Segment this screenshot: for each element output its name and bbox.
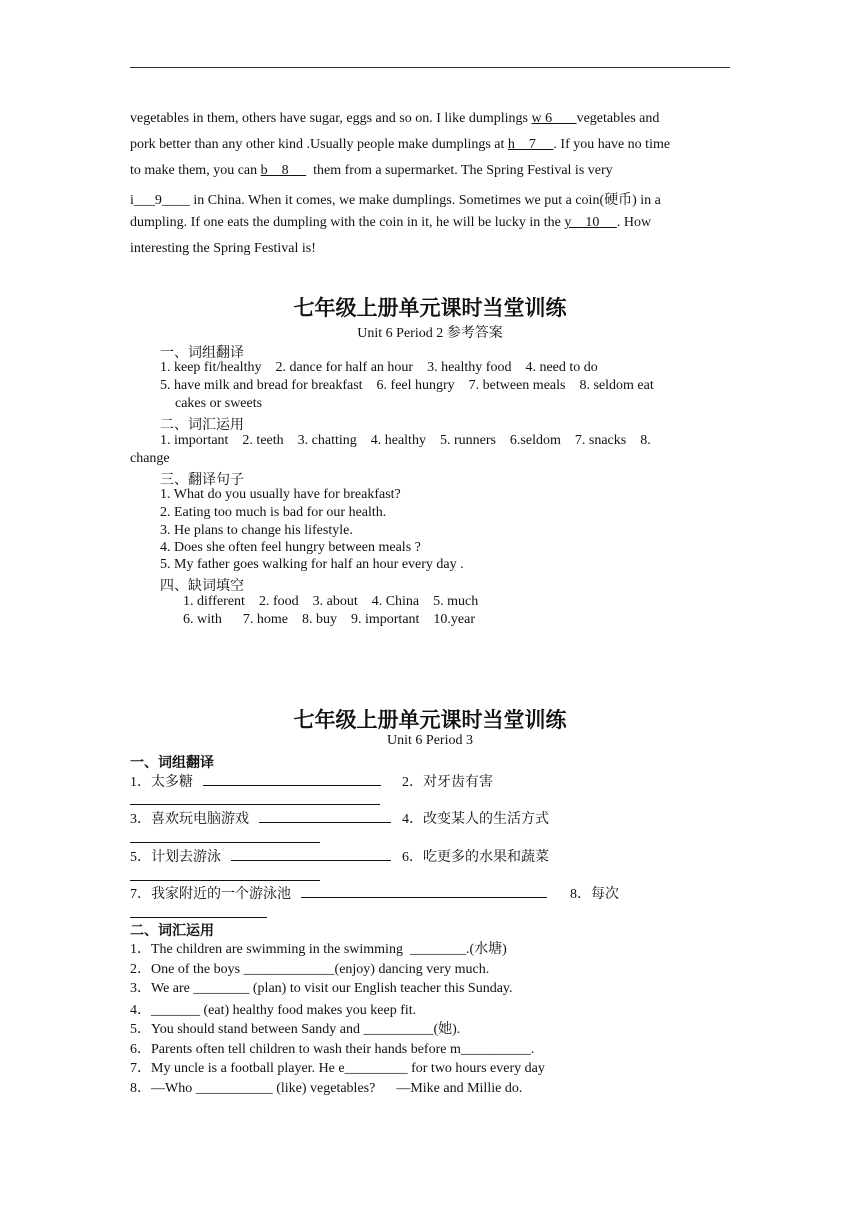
phrase-question-2: 2．对牙齿有害	[402, 775, 493, 790]
header-rule	[130, 67, 730, 68]
passage-line-3	[130, 163, 613, 179]
passage-line-6	[130, 241, 316, 257]
answer-blank[interactable]	[231, 846, 391, 861]
phrase-question-7	[130, 883, 547, 903]
answers-section-1-heading: 一、词组翻译	[160, 346, 244, 361]
question-text: 5．计划去游泳	[130, 850, 221, 865]
phrase-question-5	[130, 846, 391, 866]
blank-10-tail	[599, 215, 617, 230]
answers-section-2-heading: 二、词汇运用	[160, 418, 244, 433]
blank-6: w 6	[531, 111, 553, 126]
answer-blank[interactable]	[203, 771, 381, 786]
answers-section-3-item: 1. What do you usually have for breakfast?	[160, 487, 401, 502]
passage-line-1	[130, 111, 659, 127]
exercise-title: 七年级上册单元课时当堂训练	[293, 708, 567, 732]
passage-text: interesting the Spring Festival is!	[130, 241, 316, 256]
vocab-question-6: 6．Parents often tell children to wash their hands before m__________.	[130, 1042, 535, 1057]
phrase-question-8: 8．每次	[570, 887, 619, 902]
blank-8-tail	[289, 163, 307, 178]
answers-section-1-line: cakes or sweets	[175, 396, 263, 411]
vocab-question-2: 2．One of the boys _____________(enjoy) dancing very much.	[130, 962, 490, 977]
passage-text: dumpling. If one eats the dumpling with the coin in it, he will be lucky in the	[130, 215, 565, 230]
phrase-question-4: 4．改变某人的生活方式	[402, 812, 549, 827]
blank-7: h 7	[507, 137, 536, 152]
passage-text: . How	[616, 215, 652, 230]
question-text: 1．太多糖	[130, 775, 193, 790]
answer-blank[interactable]	[130, 790, 380, 805]
answer-blank[interactable]	[301, 883, 547, 898]
answers-section-2-line: 1. important 2. teeth 3. chatting 4. healthy 5. runners 6.seldom 7. snacks 8.	[160, 433, 651, 448]
passage-text: . If you have no time	[553, 137, 671, 152]
answer-blank[interactable]	[130, 866, 320, 881]
answers-section-3-item: 5. My father goes walking for half an hour every day .	[160, 557, 464, 572]
passage-line-5	[130, 215, 651, 231]
passage-text: pork better than any other kind .Usually people make dumplings at	[130, 137, 508, 152]
blank-10: y 10	[564, 215, 600, 230]
vocab-question-1: 1．The children are swimming in the swimming ________.(水塘)	[130, 942, 507, 957]
answers-section-3-item: 3. He plans to change his lifestyle.	[160, 523, 353, 538]
answers-section-4-heading: 四、缺词填空	[160, 579, 244, 594]
answers-section-4-line: 6. with 7. home 8. buy 9. important 10.year	[183, 612, 476, 627]
answers-section-3-item: 2. Eating too much is bad for our health.	[160, 505, 387, 520]
answers-section-2-line: change	[130, 451, 170, 466]
passage-text: vegetables in them, others have sugar, eggs and so on. I like dumplings	[130, 111, 532, 126]
answers-section-3-heading: 三、翻译句子	[160, 473, 244, 488]
answers-subtitle: Unit 6 Period 2 参考答案	[357, 326, 503, 341]
vocab-question-4: 4．_______ (eat) healthy food makes you keep fit.	[130, 1003, 417, 1018]
passage-text: i___9____ in China. When it comes, we make dumplings. Sometimes we put a coin(硬币) in a	[130, 193, 661, 208]
passage-line-2	[130, 137, 670, 153]
exercise-subtitle: Unit 6 Period 3	[387, 733, 473, 748]
phrase-question-3	[130, 808, 391, 828]
phrase-question-1	[130, 771, 381, 791]
answers-title: 七年级上册单元课时当堂训练	[293, 296, 567, 320]
answers-section-1-line: 1. keep fit/healthy 2. dance for half an hour 3. healthy food 4. need to do	[160, 360, 598, 375]
passage-line-4	[130, 189, 661, 209]
answers-section-1-line: 5. have milk and bread for breakfast 6. feel hungry 7. between meals 8. seldom eat	[160, 378, 654, 393]
blank-7-tail	[536, 137, 554, 152]
answer-blank[interactable]	[130, 903, 267, 918]
vocab-question-5: 5．You should stand between Sandy and __________(她).	[130, 1022, 461, 1037]
question-text: 7．我家附近的一个游泳池	[130, 887, 291, 902]
question-text: 3．喜欢玩电脑游戏	[130, 812, 249, 827]
answers-section-3-item: 4. Does she often feel hungry between meals ?	[160, 540, 421, 555]
answer-blank[interactable]	[259, 808, 391, 823]
passage-text: them from a supermarket. The Spring Festival is very	[306, 163, 613, 178]
blank-8: b 8	[260, 163, 289, 178]
blank-6-tail	[552, 111, 577, 126]
vocab-question-3: 3．We are ________ (plan) to visit our English teacher this Sunday.	[130, 981, 513, 996]
answers-section-4-line: 1. different 2. food 3. about 4. China 5. much	[183, 594, 479, 609]
answer-blank[interactable]	[130, 828, 320, 843]
vocab-question-8: 8．—Who ___________ (like) vegetables? —Mike and Millie do.	[130, 1081, 523, 1096]
exercise-section-2-heading: 二、词汇运用	[130, 924, 214, 939]
passage-text: to make them, you can	[130, 163, 261, 178]
exercise-section-1-heading: 一、词组翻译	[130, 756, 214, 771]
phrase-question-6: 6．吃更多的水果和蔬菜	[402, 850, 549, 865]
passage-text: vegetables and	[576, 111, 660, 126]
vocab-question-7: 7．My uncle is a football player. He e_________ for two hours every day	[130, 1061, 545, 1076]
